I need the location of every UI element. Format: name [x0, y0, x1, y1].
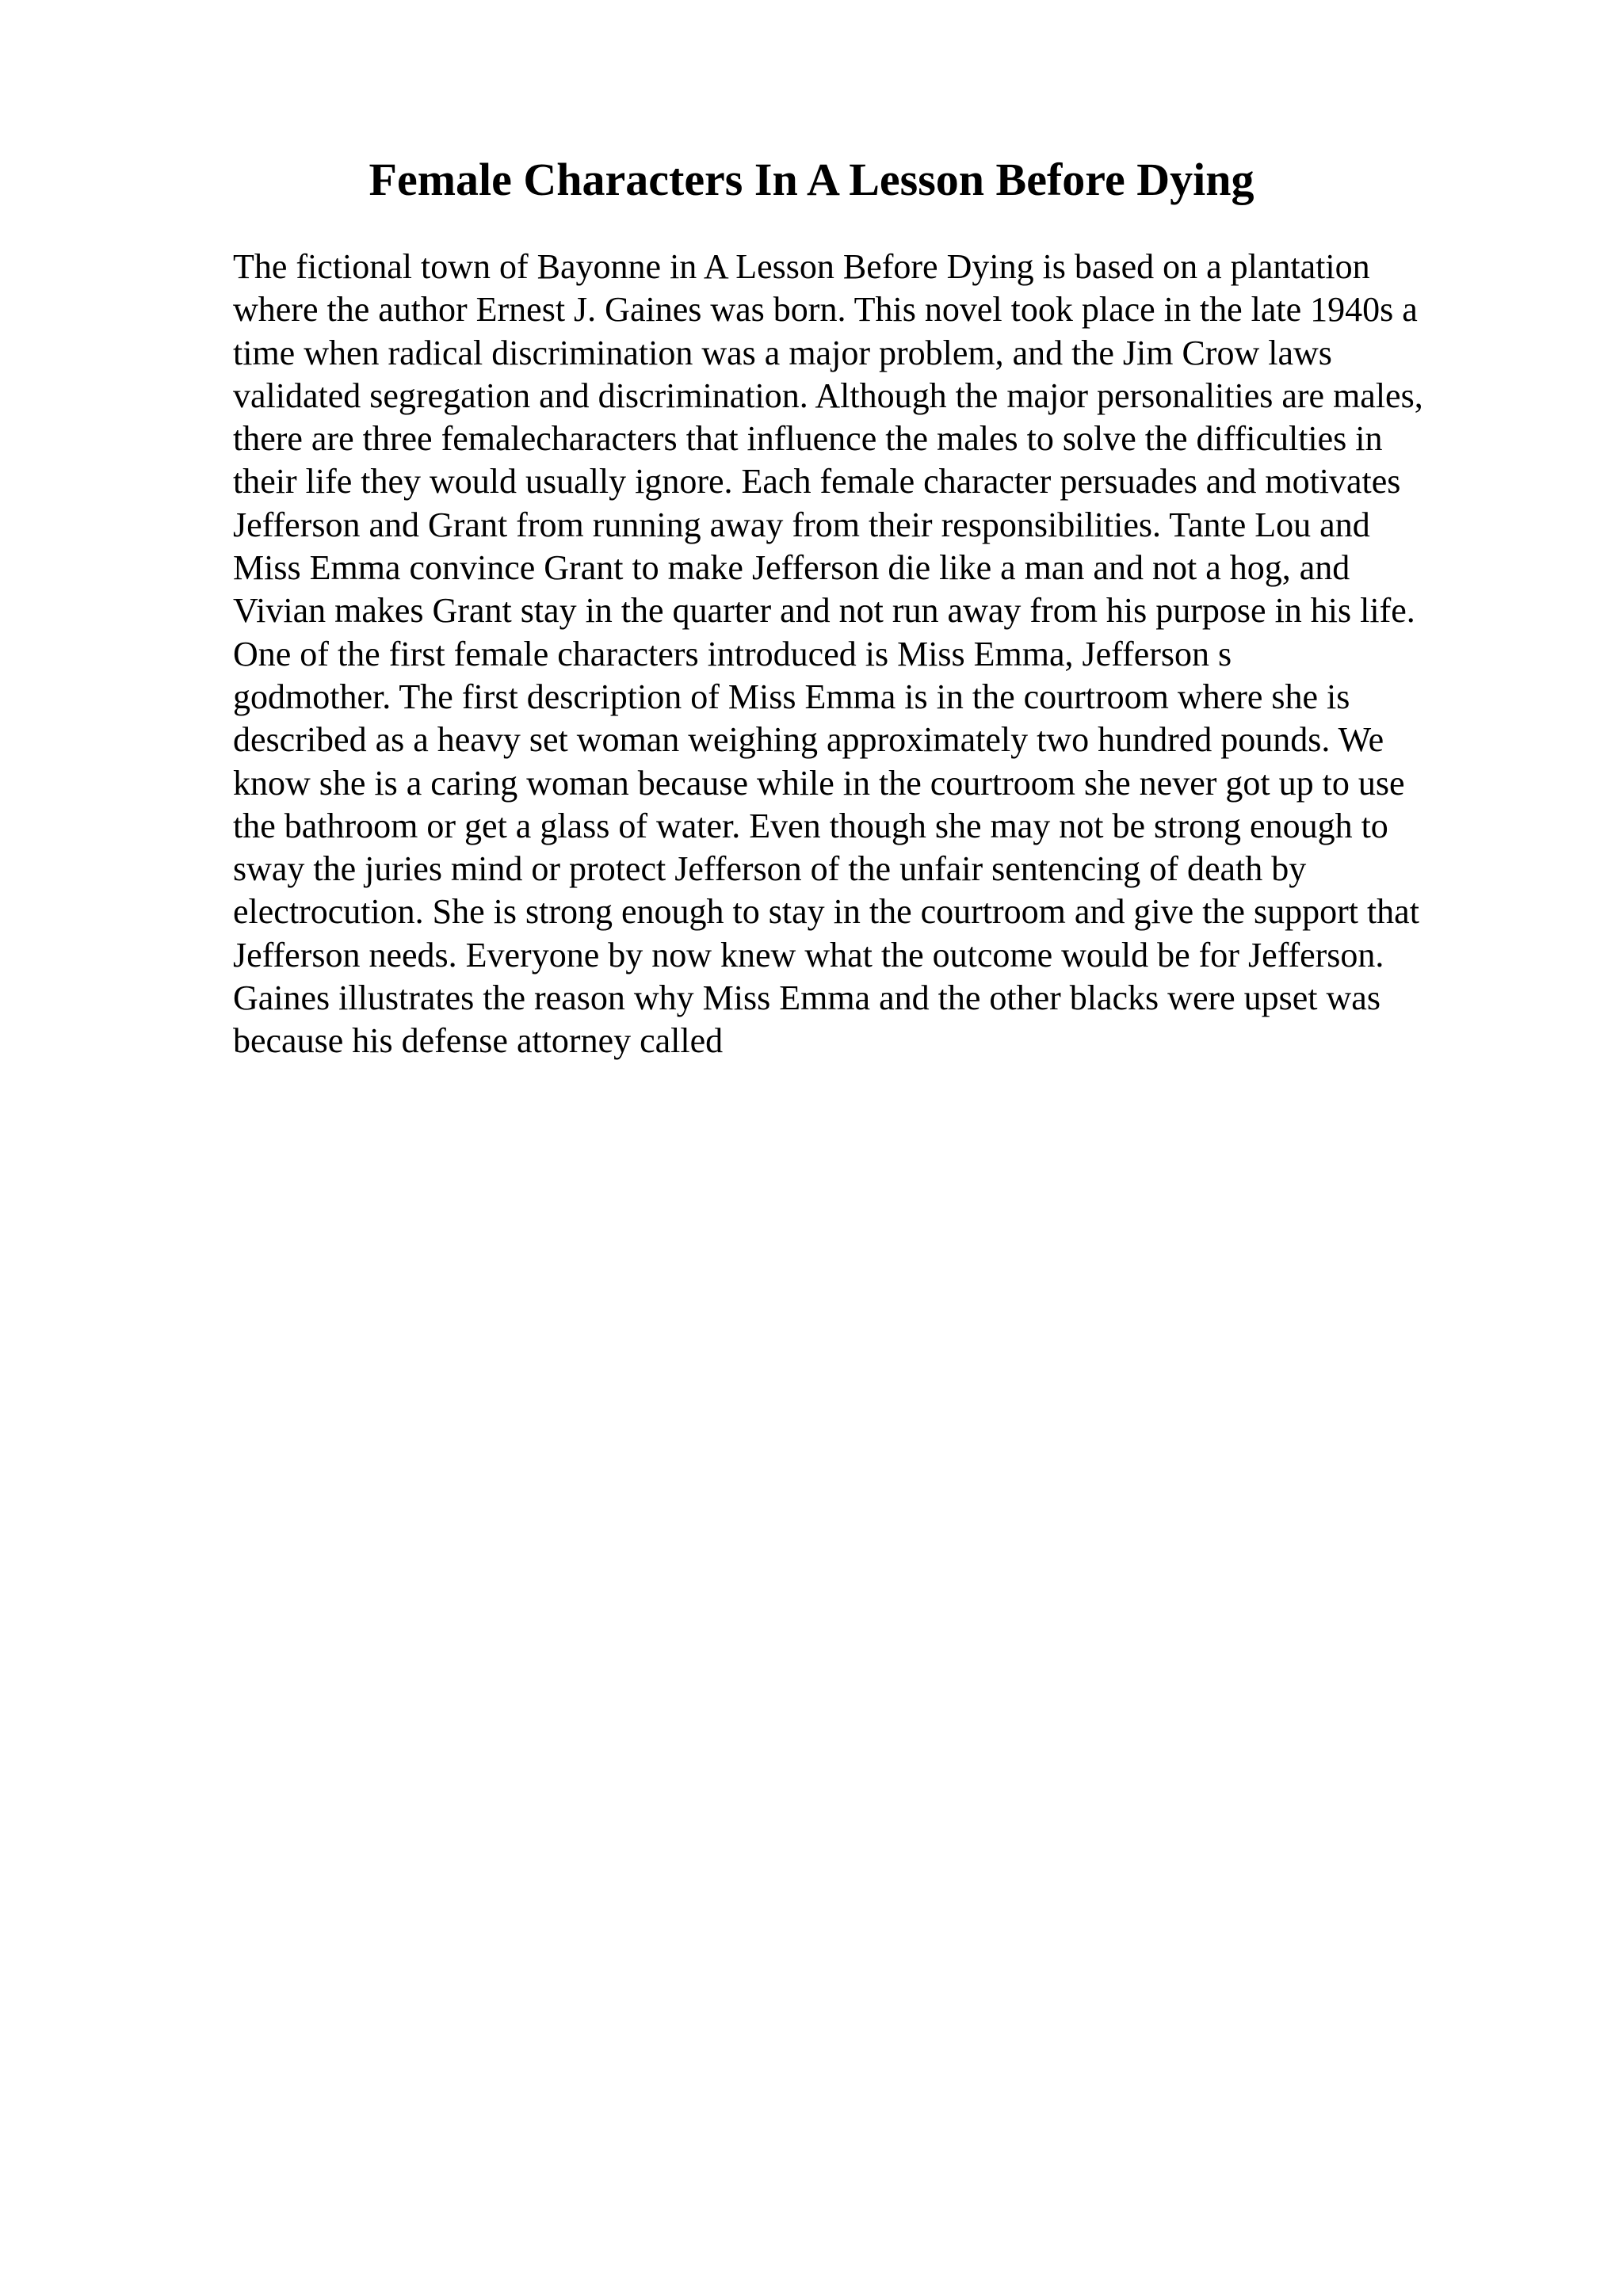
- body-line: validated segregation and discrimination. Although the major personalities are males,: [233, 376, 1423, 415]
- body-line: electrocution. She is strong enough to stay in the courtroom and give the support that: [233, 892, 1419, 932]
- body-line: where the author Ernest J. Gaines was born. This novel took place in the late 1940s a: [233, 290, 1418, 330]
- body-line: One of the first female characters introduced is Miss Emma, Jefferson s: [233, 634, 1232, 673]
- body-line: know she is a caring woman because while in the courtroom she never got up to use: [233, 763, 1405, 803]
- body-line: Gaines illustrates the reason why Miss Emma and the other blacks were upset was: [233, 978, 1381, 1018]
- document-title: Female Characters In A Lesson Before Dying: [369, 154, 1254, 205]
- body-line: the bathroom or get a glass of water. Even though she may not be strong enough to: [233, 806, 1388, 845]
- body-line: time when radical discrimination was a major problem, and the Jim Crow laws: [233, 333, 1332, 372]
- body-line: Miss Emma convince Grant to make Jefferson die like a man and not a hog, and: [233, 548, 1350, 588]
- body-line: their life they would usually ignore. Each female character persuades and motivates: [233, 462, 1401, 502]
- body-line: godmother. The first description of Miss Emma is in the courtroom where she is: [233, 677, 1350, 716]
- body-line: Jefferson and Grant from running away from their responsibilities. Tante Lou and: [233, 505, 1370, 544]
- body-line: there are three femalecharacters that influence the males to solve the difficulties in: [233, 419, 1383, 459]
- body-line: The fictional town of Bayonne in A Lesson Before Dying is based on a plantation: [233, 247, 1370, 286]
- body-line: Jefferson needs. Everyone by now knew what the outcome would be for Jefferson.: [233, 935, 1384, 974]
- body-line: described as a heavy set woman weighing approximately two hundred pounds. We: [233, 720, 1384, 760]
- document-body: [233, 246, 1596, 1063]
- body-line: because his defense attorney called: [233, 1021, 724, 1061]
- body-line: sway the juries mind or protect Jefferson of the unfair sentencing of death by: [233, 849, 1307, 889]
- body-line: Vivian makes Grant stay in the quarter and not run away from his purpose in his life.: [233, 591, 1415, 631]
